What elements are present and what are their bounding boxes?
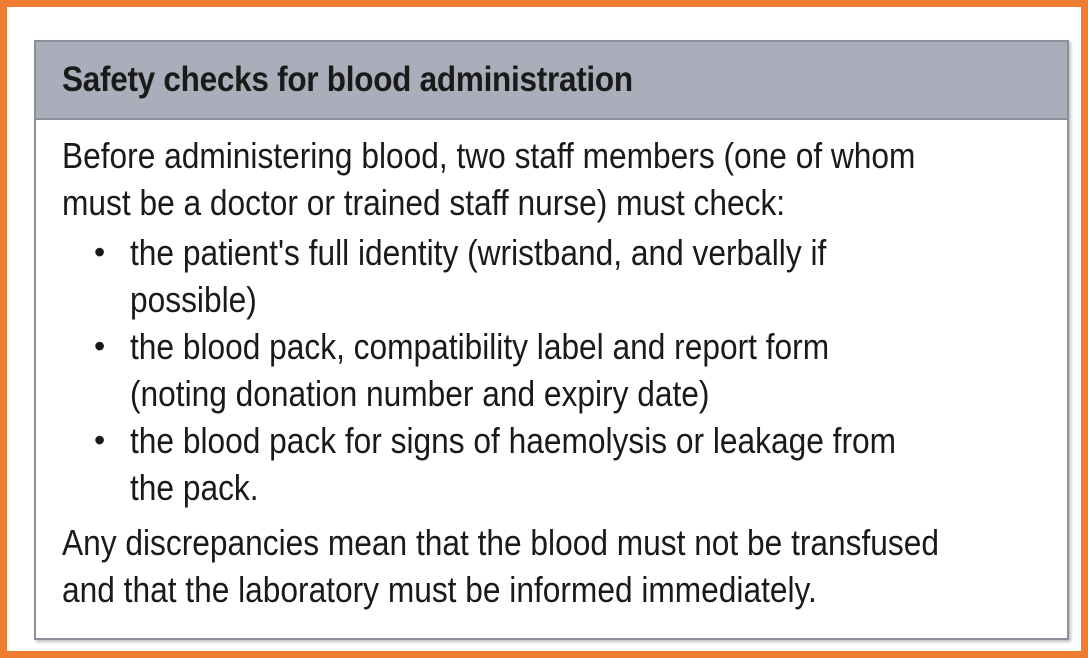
list-item-text: [130, 229, 1036, 323]
list-item-text: [130, 417, 1036, 511]
list-item-line: (noting donation number and expiry date): [130, 373, 710, 414]
list-item-line: the blood pack, compatibility label and report form: [130, 326, 830, 367]
list-item-line: the pack.: [130, 467, 259, 508]
list-item: [62, 323, 1047, 417]
list-item: [62, 229, 1047, 323]
bullet-icon: •: [94, 234, 106, 270]
list-item: [62, 417, 1047, 511]
box-header: [36, 42, 1067, 120]
list-item-text: [130, 323, 1036, 417]
closing-line: and that the laboratory must be informed immediately.: [62, 569, 817, 610]
bullet-icon: •: [94, 422, 106, 458]
box-title: Safety checks for blood administration: [62, 60, 633, 99]
bullet-icon: •: [94, 328, 106, 364]
check-list: [62, 229, 1047, 511]
safety-checks-box: [34, 40, 1069, 640]
list-item-line: possible): [130, 279, 257, 320]
list-item-line: the patient's full identity (wristband, and verbally if: [130, 232, 827, 273]
box-body: [36, 120, 1067, 613]
closing-line: Any discrepancies mean that the blood must not be transfused: [62, 522, 940, 563]
closing-paragraph: [62, 519, 1048, 613]
intro-line: Before administering blood, two staff members (one of whom: [62, 135, 916, 176]
list-item-line: the blood pack for signs of haemolysis or leakage from: [130, 420, 896, 461]
intro-line: must be a doctor or trained staff nurse) must check:: [62, 182, 786, 223]
intro-paragraph: [62, 132, 1048, 226]
